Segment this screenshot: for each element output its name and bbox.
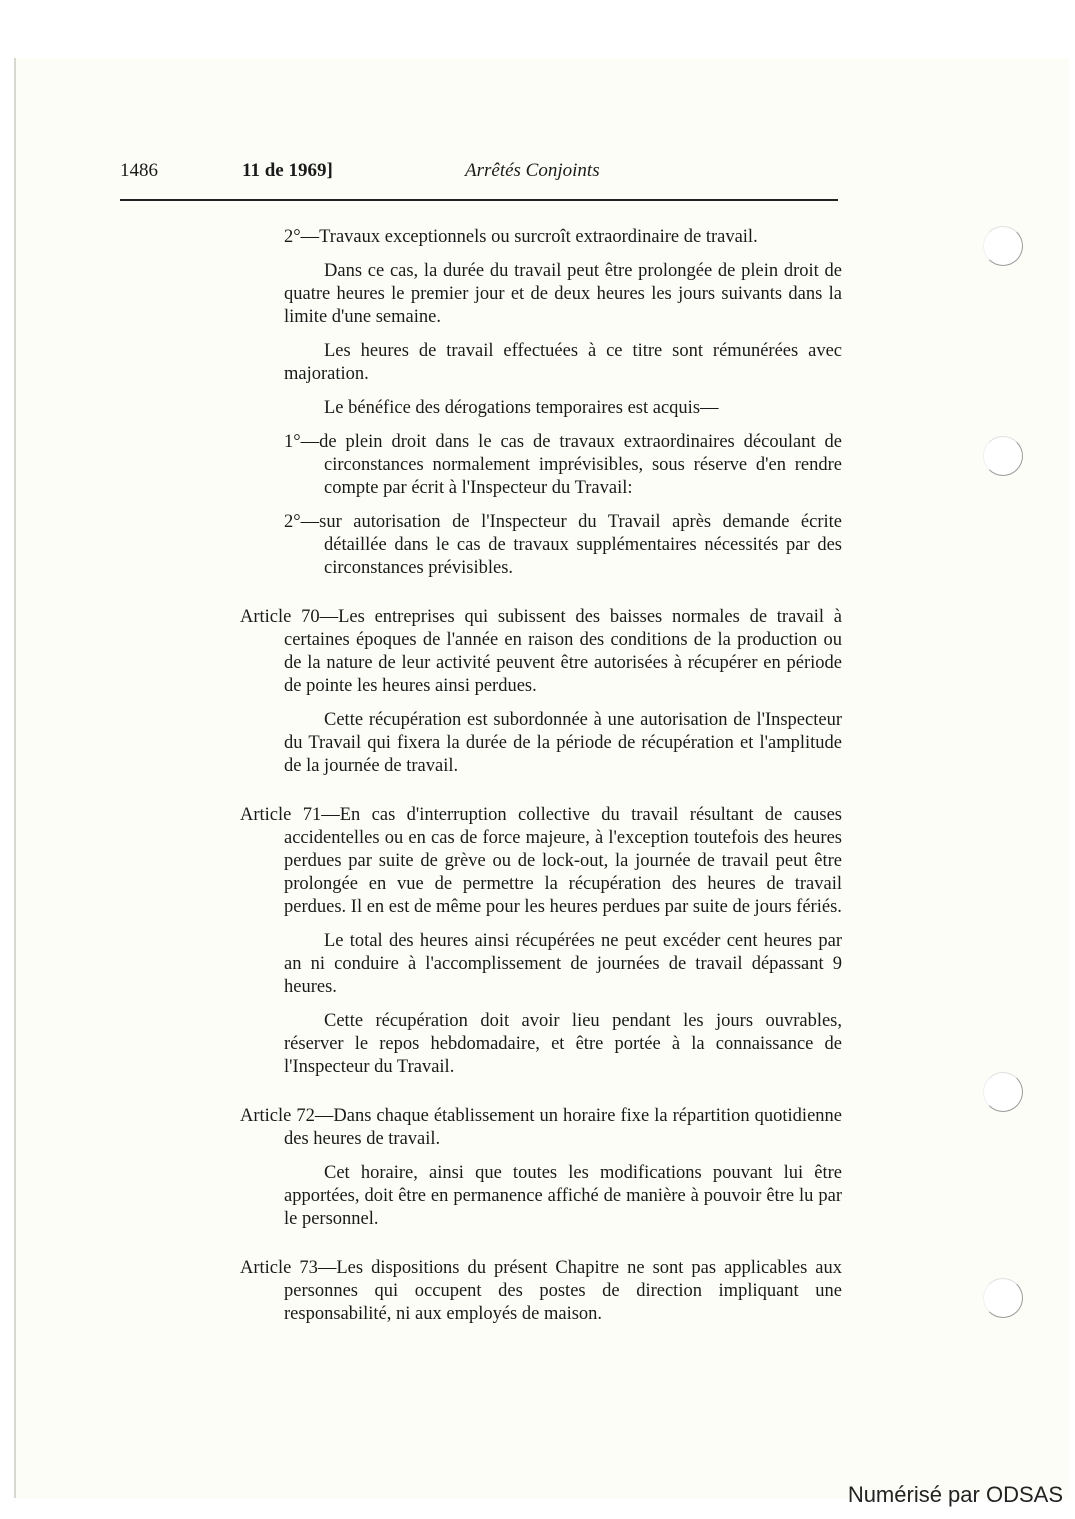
header-rule [120,199,838,201]
list-item-1: 1°—de plein droit dans le cas de travaux extraordinaires découlant de circonstances normalement imprévisibles, sous réserve d'en rendre compte par écrit à l'Inspecteur du Travail: [284,432,842,498]
digitization-credit: Numérisé par ODSAS [847,1482,1063,1507]
paragraph: Dans ce cas, la durée du travail peut être prolongée de plein droit de quatre heures le premier jour et de deux heures les jours suivants dans la limite d'une semaine. [284,261,842,327]
punch-hole [983,1072,1023,1112]
list-item-2b: 2°—sur autorisation de l'Inspecteur du Travail après demande écrite détaillée dans le cas de travaux supplémentaires nécessités par des circonstances prévisibles. [284,512,842,578]
paragraph: Le total des heures ainsi récupérées ne peut excéder cent heures par an ni conduire à l'accomplissement de journées de travail dépassant 9 heures. [284,931,842,997]
article-72: Article 72—Dans chaque établissement un horaire fixe la répartition quotidienne des heures de travail. [240,1106,842,1149]
punch-hole [983,1278,1023,1318]
paragraph: Cette récupération doit avoir lieu pendant les jours ouvrables, réserver le repos hebdomadaire, et être portée à la connaissance de l'Inspecteur du Travail. [284,1011,842,1077]
document-body [240,226,842,1337]
page-number: 1486 [120,160,158,181]
punch-hole [983,436,1023,476]
header-date: 11 de 1969] [242,160,333,181]
article-70: Article 70—Les entreprises qui subissent des baisses normales de travail à certaines époques de l'année en raison des conditions de la production ou de la nature de leur activité peuvent être autorisées à récupérer en période de pointe les heures ainsi perdues. [240,607,842,696]
running-header [120,160,838,190]
punch-hole [983,226,1023,266]
paragraph: Les heures de travail effectuées à ce titre sont rémunérées avec majoration. [284,341,842,384]
article-71: Article 71—En cas d'interruption collective du travail résultant de causes accidentelles ou en cas de force majeure, à l'exception toutefois des heures perdues par suite de grève ou de lock-out, la journée de travail peut être prolongée en vue de permettre la récupération des heures de travail perdues. Il en est de même pour les heures perdues par suite de jours fériés. [240,805,842,917]
paragraph: Cette récupération est subordonnée à une autorisation de l'Inspecteur du Travail qui fixera la durée de la période de récupération et l'amplitude de la journée de travail. [284,710,842,776]
paragraph: Cet horaire, ainsi que toutes les modifications pouvant lui être apportées, doit être en permanence affiché de manière à pouvoir être lu par le personnel. [284,1163,842,1229]
paragraph: Le bénéfice des dérogations temporaires est acquis— [324,398,719,418]
article-73: Article 73—Les dispositions du présent Chapitre ne sont pas applicables aux personnes qui occupent des postes de direction impliquant une responsabilité, ni aux employés de maison. [240,1258,842,1324]
header-title: Arrêtés Conjoints [465,160,600,181]
list-item-2: 2°—Travaux exceptionnels ou surcroît extraordinaire de travail. [284,227,758,247]
